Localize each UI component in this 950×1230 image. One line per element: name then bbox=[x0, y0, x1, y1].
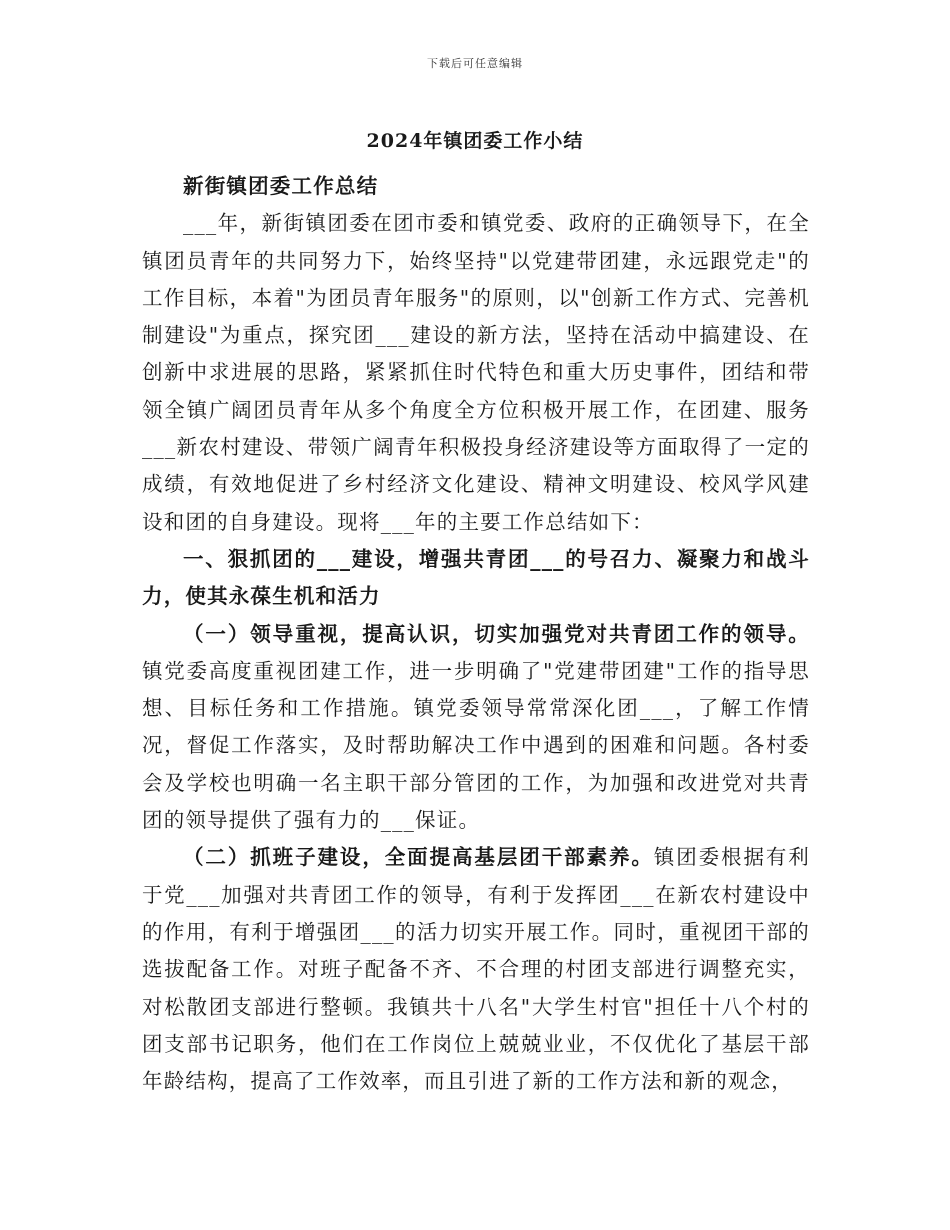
document-subtitle: 新街镇团委工作总结 bbox=[183, 174, 379, 198]
section-heading-1: 一、狠抓团的___建设，增强共青团___的号召力、凝聚力和战斗力，使其永葆生机和活力 bbox=[142, 546, 810, 609]
paragraph-1 bbox=[142, 616, 810, 840]
header-note: 下载后可任意编辑 bbox=[427, 57, 523, 70]
paragraph-1-body: 镇党委高度重视团建工作，进一步明确了"党建带团建"工作的指导思想、目标任务和工作措施。镇党委领导常常深化团___，了解工作情况，督促工作落实，及时帮助解决工作中遇到的困难和问题。各村委会及学校也明确一名主职干部分管团的工作，为加强和改进党对共青团的领导提供了强有力的___保证。 bbox=[142, 658, 810, 833]
page-title: 2024年镇团委工作小结 bbox=[366, 130, 584, 152]
intro-paragraph: ___年，新街镇团委在团市委和镇党委、政府的正确领导下，在全镇团员青年的共同努力下，始终坚持"以党建带团建，永远跟党走"的工作目标，本着"为团员青年服务"的原则，以"创新工作方式、完善机制建设"为重点，探究团___建设的新方法，坚持在活动中搞建设、在创新中求进展的思路，紧紧抓住时代特色和重大历史事件，团结和带领全镇广阔团员青年从多个角度全方位积极开展工作，在团建、服务___新农村建设、带领广阔青年积极投身经济建设等方面取得了一定的成绩，有效地促进了乡村经济文化建设、精神文明建设、校风学风建设和团的自身建设。现将___年的主要工作总结如下： bbox=[142, 211, 810, 534]
document-body bbox=[142, 168, 810, 1100]
paragraph-1-lead: （一）领导重视，提高认识，切实加强党对共青团工作的领导。 bbox=[183, 621, 810, 646]
paragraph-2 bbox=[142, 839, 810, 1100]
paragraph-2-body: 镇团委根据有利于党___加强对共青团工作的领导，有利于发挥团___在新农村建设中的作用，有利于增强团___的活力切实开展工作。同时，重视团干部的选拔配备工作。对班子配备不齐、不合理的村团支部进行调整充实，对松散团支部进行整顿。我镇共十八名"大学生村官"担任十八个村的团支部书记职务，他们在工作岗位上兢兢业业，不仅优化了基层干部年龄结构，提高了工作效率，而且引进了新的工作方法和新的观念， bbox=[142, 845, 810, 1094]
paragraph-2-lead: （二）抓班子建设，全面提高基层团干部素养。 bbox=[183, 845, 654, 870]
